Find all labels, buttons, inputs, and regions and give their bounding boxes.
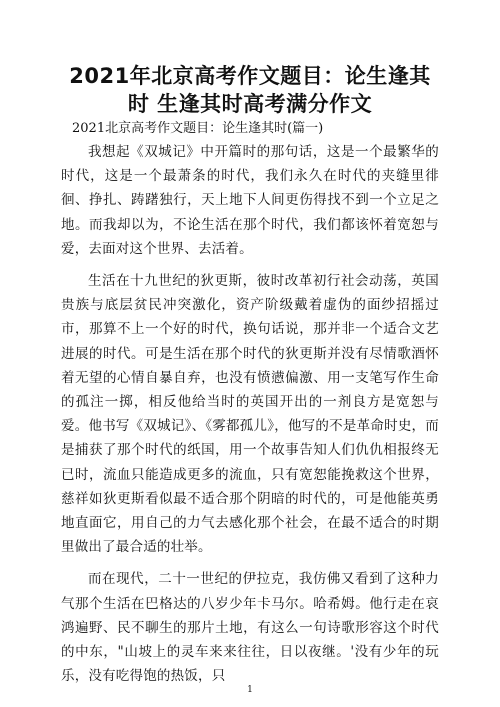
body-paragraph: 我想起《双城记》中开篇时的那句话，这是一个最繁华的时代，这是一个最萧条的时代，我们永久在时代的夹缝里徘徊、挣扎、踌躇独行，天上地下人间更伤得找不到一个立足之地。而我却以为，不论生活在那个时代，我们都该怀着宽恕与爱，去面对这个世界、去活着。 (61, 144, 439, 257)
page-number: 1 (247, 685, 253, 695)
document-body (61, 140, 439, 696)
document-title: 2021年北京高考作文题目：论生逢其时 生逢其时高考满分作文 (69, 64, 431, 116)
document-subtitle: 2021北京高考作文题目：论生逢其时(篇一) (72, 121, 324, 136)
body-paragraph: 生活在十九世纪的狄更斯，彼时改革初行社会动荡，英国贵族与底层贫民冲突激化，资产阶级戴着虚伪的面纱招摇过市，那算不上一个好的时代，换句话说，那并非一个适合文艺进展的时代。可是生活在那个时代的狄更斯并没有尽情歌酒怀着无望的心情自暴自弃，也没有愤懑偏激、用一支笔写作生命的孤注一掷，相反他给当时的英国开出的一剂良方是宽恕与爱。他书写《双城记》、《雾都孤儿》，他写的不是革命时史，而是捕获了那个时代的纸国，用一个故事告知人们仇仇相报终无已时，流血只能造成更多的流血，只有宽恕能挽救这个世界，慈祥如狄更斯看似最不适合那个阴暗的时代的，可是他能英勇地直面它，用自己的力气去感化那个社会，在最不适合的时期里做出了最合适的壮举。 (61, 273, 439, 556)
body-paragraph: 而在现代，二十一世纪的伊拉克，我仿佛又看到了这种力气那个生活在巴格达的八岁少年卡马尔。哈希姆。他行走在哀鸿遍野、民不聊生的那片土地，有这么一句诗歌形容这个时代的中东，"山坡上的灵车来来往往，日以夜继。'没有少年的玩乐，没有吃得饱的热饭，只 (61, 571, 439, 685)
